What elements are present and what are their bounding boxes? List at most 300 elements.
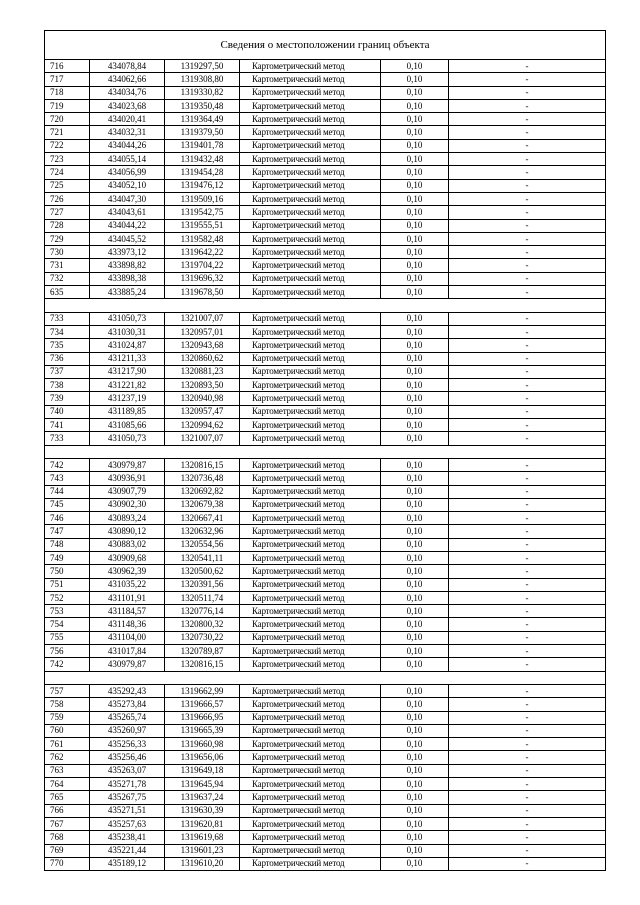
precision-value: 0,10 <box>381 312 449 325</box>
method-cell: Картометрический метод <box>240 339 381 352</box>
precision-value: 0,10 <box>381 365 449 378</box>
description-cell: - <box>449 272 606 285</box>
precision-value: 0,10 <box>381 419 449 432</box>
group-separator <box>45 671 606 684</box>
point-number: 743 <box>45 472 90 485</box>
description-cell: - <box>449 325 606 338</box>
description-cell: - <box>449 113 606 126</box>
precision-value: 0,10 <box>381 259 449 272</box>
precision-value: 0,10 <box>381 405 449 418</box>
y-coordinate: 1319297,50 <box>165 60 240 73</box>
description-cell: - <box>449 844 606 857</box>
precision-value: 0,10 <box>381 738 449 751</box>
table-row <box>45 272 606 285</box>
y-coordinate: 1319642,22 <box>165 246 240 259</box>
method-cell: Картометрический метод <box>240 724 381 737</box>
point-number: 724 <box>45 166 90 179</box>
table-row <box>45 352 606 365</box>
description-cell: - <box>449 139 606 152</box>
x-coordinate: 434052,10 <box>90 179 165 192</box>
method-cell: Картометрический метод <box>240 831 381 844</box>
precision-value: 0,10 <box>381 778 449 791</box>
x-coordinate: 431050,73 <box>90 432 165 445</box>
y-coordinate: 1319619,68 <box>165 831 240 844</box>
description-cell: - <box>449 618 606 631</box>
description-cell: - <box>449 738 606 751</box>
x-coordinate: 435257,63 <box>90 817 165 830</box>
point-number: 720 <box>45 113 90 126</box>
precision-value: 0,10 <box>381 472 449 485</box>
y-coordinate: 1320391,56 <box>165 578 240 591</box>
method-cell: Картометрический метод <box>240 538 381 551</box>
point-number: 739 <box>45 392 90 405</box>
y-coordinate: 1320736,48 <box>165 472 240 485</box>
table-row <box>45 738 606 751</box>
table-row <box>45 392 606 405</box>
table-row <box>45 86 606 99</box>
title-row <box>45 31 606 60</box>
y-coordinate: 1320667,41 <box>165 512 240 525</box>
x-coordinate: 434034,76 <box>90 86 165 99</box>
separator-cell <box>45 671 606 684</box>
x-coordinate: 431221,82 <box>90 379 165 392</box>
y-coordinate: 1320860,62 <box>165 352 240 365</box>
y-coordinate: 1319350,48 <box>165 99 240 112</box>
precision-value: 0,10 <box>381 166 449 179</box>
point-number: 742 <box>45 458 90 471</box>
y-coordinate: 1320776,14 <box>165 605 240 618</box>
method-cell: Картометрический метод <box>240 791 381 804</box>
table-row <box>45 139 606 152</box>
table-row <box>45 804 606 817</box>
description-cell: - <box>449 724 606 737</box>
y-coordinate: 1319656,06 <box>165 751 240 764</box>
x-coordinate: 435263,07 <box>90 764 165 777</box>
y-coordinate: 1320957,47 <box>165 405 240 418</box>
point-number: 769 <box>45 844 90 857</box>
description-cell: - <box>449 631 606 644</box>
x-coordinate: 430883,02 <box>90 538 165 551</box>
x-coordinate: 431024,87 <box>90 339 165 352</box>
y-coordinate: 1319401,78 <box>165 139 240 152</box>
separator-cell <box>45 445 606 458</box>
point-number: 762 <box>45 751 90 764</box>
table-row <box>45 246 606 259</box>
table-row <box>45 844 606 857</box>
point-number: 733 <box>45 312 90 325</box>
group-separator <box>45 445 606 458</box>
method-cell: Картометрический метод <box>240 645 381 658</box>
x-coordinate: 434047,30 <box>90 192 165 205</box>
precision-value: 0,10 <box>381 432 449 445</box>
method-cell: Картометрический метод <box>240 99 381 112</box>
table-row <box>45 379 606 392</box>
y-coordinate: 1319649,18 <box>165 764 240 777</box>
y-coordinate: 1319704,22 <box>165 259 240 272</box>
x-coordinate: 433898,38 <box>90 272 165 285</box>
y-coordinate: 1320816,15 <box>165 658 240 671</box>
method-cell: Картометрический метод <box>240 286 381 299</box>
y-coordinate: 1319620,81 <box>165 817 240 830</box>
description-cell: - <box>449 512 606 525</box>
x-coordinate: 434044,26 <box>90 139 165 152</box>
precision-value: 0,10 <box>381 139 449 152</box>
method-cell: Картометрический метод <box>240 738 381 751</box>
method-cell: Картометрический метод <box>240 857 381 870</box>
point-number: 749 <box>45 551 90 564</box>
table-row <box>45 645 606 658</box>
point-number: 730 <box>45 246 90 259</box>
table-row <box>45 605 606 618</box>
point-number: 751 <box>45 578 90 591</box>
x-coordinate: 433898,82 <box>90 259 165 272</box>
method-cell: Картометрический метод <box>240 259 381 272</box>
table-row <box>45 419 606 432</box>
y-coordinate: 1319666,57 <box>165 698 240 711</box>
precision-value: 0,10 <box>381 631 449 644</box>
description-cell: - <box>449 405 606 418</box>
description-cell: - <box>449 153 606 166</box>
table-row <box>45 312 606 325</box>
x-coordinate: 431211,33 <box>90 352 165 365</box>
table-row <box>45 631 606 644</box>
method-cell: Картометрический метод <box>240 405 381 418</box>
precision-value: 0,10 <box>381 711 449 724</box>
point-number: 748 <box>45 538 90 551</box>
description-cell: - <box>449 73 606 86</box>
x-coordinate: 433973,12 <box>90 246 165 259</box>
method-cell: Картометрический метод <box>240 192 381 205</box>
description-cell: - <box>449 86 606 99</box>
precision-value: 0,10 <box>381 591 449 604</box>
description-cell: - <box>449 312 606 325</box>
precision-value: 0,10 <box>381 352 449 365</box>
x-coordinate: 434056,99 <box>90 166 165 179</box>
x-coordinate: 435238,41 <box>90 831 165 844</box>
description-cell: - <box>449 472 606 485</box>
table-row <box>45 126 606 139</box>
description-cell: - <box>449 831 606 844</box>
table-row <box>45 365 606 378</box>
description-cell: - <box>449 498 606 511</box>
point-number: 770 <box>45 857 90 870</box>
description-cell: - <box>449 751 606 764</box>
precision-value: 0,10 <box>381 232 449 245</box>
y-coordinate: 1320632,96 <box>165 525 240 538</box>
description-cell: - <box>449 684 606 697</box>
point-number: 719 <box>45 99 90 112</box>
x-coordinate: 434023,68 <box>90 99 165 112</box>
x-coordinate: 431148,36 <box>90 618 165 631</box>
description-cell: - <box>449 432 606 445</box>
method-cell: Картометрический метод <box>240 113 381 126</box>
y-coordinate: 1319660,98 <box>165 738 240 751</box>
method-cell: Картометрический метод <box>240 73 381 86</box>
x-coordinate: 431104,00 <box>90 631 165 644</box>
description-cell: - <box>449 286 606 299</box>
table-row <box>45 658 606 671</box>
description-cell: - <box>449 99 606 112</box>
y-coordinate: 1320541,11 <box>165 551 240 564</box>
x-coordinate: 435271,78 <box>90 778 165 791</box>
point-number: 731 <box>45 259 90 272</box>
point-number: 767 <box>45 817 90 830</box>
point-number: 722 <box>45 139 90 152</box>
precision-value: 0,10 <box>381 153 449 166</box>
point-number: 742 <box>45 658 90 671</box>
method-cell: Картометрический метод <box>240 126 381 139</box>
point-number: 750 <box>45 565 90 578</box>
y-coordinate: 1319454,28 <box>165 166 240 179</box>
y-coordinate: 1319696,32 <box>165 272 240 285</box>
y-coordinate: 1320994,62 <box>165 419 240 432</box>
y-coordinate: 1320943,68 <box>165 339 240 352</box>
description-cell: - <box>449 60 606 73</box>
description-cell: - <box>449 126 606 139</box>
method-cell: Картометрический метод <box>240 432 381 445</box>
y-coordinate: 1320500,62 <box>165 565 240 578</box>
description-cell: - <box>449 525 606 538</box>
method-cell: Картометрический метод <box>240 312 381 325</box>
method-cell: Картометрический метод <box>240 817 381 830</box>
table-row <box>45 325 606 338</box>
y-coordinate: 1319542,75 <box>165 206 240 219</box>
x-coordinate: 434043,61 <box>90 206 165 219</box>
precision-value: 0,10 <box>381 578 449 591</box>
y-coordinate: 1321007,07 <box>165 312 240 325</box>
description-cell: - <box>449 804 606 817</box>
point-number: 761 <box>45 738 90 751</box>
method-cell: Картометрический метод <box>240 153 381 166</box>
description-cell: - <box>449 352 606 365</box>
separator-cell <box>45 299 606 312</box>
y-coordinate: 1319637,24 <box>165 791 240 804</box>
y-coordinate: 1319364,49 <box>165 113 240 126</box>
table-row <box>45 565 606 578</box>
description-cell: - <box>449 605 606 618</box>
point-number: 740 <box>45 405 90 418</box>
precision-value: 0,10 <box>381 126 449 139</box>
precision-value: 0,10 <box>381 698 449 711</box>
description-cell: - <box>449 764 606 777</box>
point-number: 723 <box>45 153 90 166</box>
x-coordinate: 431101,91 <box>90 591 165 604</box>
point-number: 755 <box>45 631 90 644</box>
method-cell: Картометрический метод <box>240 179 381 192</box>
method-cell: Картометрический метод <box>240 565 381 578</box>
precision-value: 0,10 <box>381 206 449 219</box>
point-number: 758 <box>45 698 90 711</box>
table-row <box>45 259 606 272</box>
y-coordinate: 1320679,38 <box>165 498 240 511</box>
x-coordinate: 435292,43 <box>90 684 165 697</box>
method-cell: Картометрический метод <box>240 512 381 525</box>
table-row <box>45 192 606 205</box>
point-number: 736 <box>45 352 90 365</box>
y-coordinate: 1320789,87 <box>165 645 240 658</box>
y-coordinate: 1319476,12 <box>165 179 240 192</box>
precision-value: 0,10 <box>381 857 449 870</box>
description-cell: - <box>449 538 606 551</box>
point-number: 747 <box>45 525 90 538</box>
point-number: 727 <box>45 206 90 219</box>
y-coordinate: 1320881,23 <box>165 365 240 378</box>
method-cell: Картометрический метод <box>240 605 381 618</box>
table-row <box>45 219 606 232</box>
x-coordinate: 433885,24 <box>90 286 165 299</box>
method-cell: Картометрический метод <box>240 365 381 378</box>
x-coordinate: 434078,84 <box>90 60 165 73</box>
y-coordinate: 1319330,82 <box>165 86 240 99</box>
precision-value: 0,10 <box>381 751 449 764</box>
precision-value: 0,10 <box>381 392 449 405</box>
precision-value: 0,10 <box>381 286 449 299</box>
x-coordinate: 435221,44 <box>90 844 165 857</box>
precision-value: 0,10 <box>381 325 449 338</box>
x-coordinate: 430936,91 <box>90 472 165 485</box>
y-coordinate: 1320730,22 <box>165 631 240 644</box>
x-coordinate: 430907,79 <box>90 485 165 498</box>
table-row <box>45 591 606 604</box>
precision-value: 0,10 <box>381 339 449 352</box>
table-row <box>45 498 606 511</box>
method-cell: Картометрический метод <box>240 60 381 73</box>
precision-value: 0,10 <box>381 844 449 857</box>
x-coordinate: 431030,31 <box>90 325 165 338</box>
y-coordinate: 1319582,48 <box>165 232 240 245</box>
description-cell: - <box>449 698 606 711</box>
description-cell: - <box>449 232 606 245</box>
x-coordinate: 435273,84 <box>90 698 165 711</box>
description-cell: - <box>449 485 606 498</box>
x-coordinate: 434045,52 <box>90 232 165 245</box>
description-cell: - <box>449 778 606 791</box>
y-coordinate: 1319662,99 <box>165 684 240 697</box>
method-cell: Картометрический метод <box>240 844 381 857</box>
method-cell: Картометрический метод <box>240 711 381 724</box>
point-number: 760 <box>45 724 90 737</box>
y-coordinate: 1319678,50 <box>165 286 240 299</box>
method-cell: Картометрический метод <box>240 379 381 392</box>
x-coordinate: 434055,14 <box>90 153 165 166</box>
description-cell: - <box>449 817 606 830</box>
description-cell: - <box>449 791 606 804</box>
point-number: 717 <box>45 73 90 86</box>
table-row <box>45 206 606 219</box>
description-cell: - <box>449 591 606 604</box>
precision-value: 0,10 <box>381 246 449 259</box>
description-cell: - <box>449 192 606 205</box>
x-coordinate: 434044,22 <box>90 219 165 232</box>
point-number: 718 <box>45 86 90 99</box>
y-coordinate: 1320940,98 <box>165 392 240 405</box>
precision-value: 0,10 <box>381 817 449 830</box>
group-separator <box>45 299 606 312</box>
x-coordinate: 431217,90 <box>90 365 165 378</box>
y-coordinate: 1320800,32 <box>165 618 240 631</box>
y-coordinate: 1320816,15 <box>165 458 240 471</box>
table-row <box>45 73 606 86</box>
precision-value: 0,10 <box>381 113 449 126</box>
table-row <box>45 113 606 126</box>
method-cell: Картометрический метод <box>240 392 381 405</box>
precision-value: 0,10 <box>381 618 449 631</box>
method-cell: Картометрический метод <box>240 618 381 631</box>
x-coordinate: 430893,24 <box>90 512 165 525</box>
method-cell: Картометрический метод <box>240 458 381 471</box>
point-number: 745 <box>45 498 90 511</box>
table-row <box>45 538 606 551</box>
precision-value: 0,10 <box>381 525 449 538</box>
y-coordinate: 1319665,39 <box>165 724 240 737</box>
y-coordinate: 1319432,48 <box>165 153 240 166</box>
table-row <box>45 551 606 564</box>
precision-value: 0,10 <box>381 764 449 777</box>
x-coordinate: 435265,74 <box>90 711 165 724</box>
precision-value: 0,10 <box>381 831 449 844</box>
method-cell: Картометрический метод <box>240 485 381 498</box>
table-row <box>45 339 606 352</box>
method-cell: Картометрический метод <box>240 472 381 485</box>
precision-value: 0,10 <box>381 86 449 99</box>
description-cell: - <box>449 179 606 192</box>
point-number: 759 <box>45 711 90 724</box>
description-cell: - <box>449 166 606 179</box>
precision-value: 0,10 <box>381 485 449 498</box>
method-cell: Картометрический метод <box>240 419 381 432</box>
precision-value: 0,10 <box>381 605 449 618</box>
table-row <box>45 166 606 179</box>
point-number: 729 <box>45 232 90 245</box>
coordinates-table-body <box>45 31 606 871</box>
table-row <box>45 485 606 498</box>
x-coordinate: 431237,19 <box>90 392 165 405</box>
description-cell: - <box>449 339 606 352</box>
description-cell: - <box>449 645 606 658</box>
description-cell: - <box>449 419 606 432</box>
y-coordinate: 1320692,82 <box>165 485 240 498</box>
y-coordinate: 1319379,50 <box>165 126 240 139</box>
precision-value: 0,10 <box>381 73 449 86</box>
table-row <box>45 512 606 525</box>
y-coordinate: 1319666,95 <box>165 711 240 724</box>
x-coordinate: 431085,66 <box>90 419 165 432</box>
point-number: 757 <box>45 684 90 697</box>
table-row <box>45 857 606 870</box>
point-number: 726 <box>45 192 90 205</box>
point-number: 766 <box>45 804 90 817</box>
point-number: 746 <box>45 512 90 525</box>
x-coordinate: 430902,30 <box>90 498 165 511</box>
description-cell: - <box>449 219 606 232</box>
y-coordinate: 1319308,80 <box>165 73 240 86</box>
point-number: 754 <box>45 618 90 631</box>
x-coordinate: 430962,39 <box>90 565 165 578</box>
description-cell: - <box>449 711 606 724</box>
y-coordinate: 1319509,16 <box>165 192 240 205</box>
precision-value: 0,10 <box>381 658 449 671</box>
table-row <box>45 472 606 485</box>
table-row <box>45 578 606 591</box>
y-coordinate: 1319610,20 <box>165 857 240 870</box>
y-coordinate: 1319555,51 <box>165 219 240 232</box>
table-row <box>45 831 606 844</box>
method-cell: Картометрический метод <box>240 591 381 604</box>
table-row <box>45 179 606 192</box>
precision-value: 0,10 <box>381 272 449 285</box>
point-number: 728 <box>45 219 90 232</box>
table-row <box>45 724 606 737</box>
